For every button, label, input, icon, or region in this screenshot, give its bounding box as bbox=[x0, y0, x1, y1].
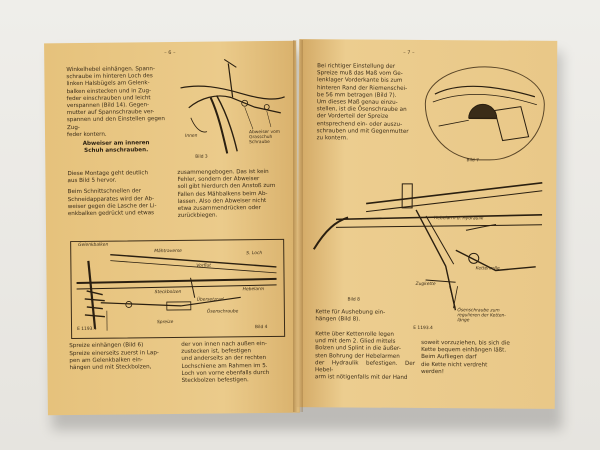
text-line: Ösenschraube zum bbox=[457, 308, 500, 314]
text-line: sten Bohrung der Hebelarmen bbox=[315, 352, 400, 360]
text-line: etwa zusammendrücken oder bbox=[177, 205, 261, 212]
fig4-label: Mähtraverse bbox=[154, 248, 182, 255]
fig4-label: Ösenschraube bbox=[206, 309, 239, 315]
fig8-label: Zugkette bbox=[415, 281, 436, 288]
figure-3-drawing bbox=[170, 57, 289, 158]
text-line: weiser gegen die Lasche der Li- bbox=[67, 202, 157, 210]
text-line: länge bbox=[457, 318, 470, 324]
heading-suffix: (Bild 8). bbox=[338, 316, 361, 323]
figure-label: Bild 8 bbox=[347, 297, 360, 303]
text-line: Winkelhebel einhängen. Spann- bbox=[66, 66, 156, 74]
text-line: zu kontern. bbox=[316, 135, 349, 142]
heading-line: Kette für Aushebung ein- bbox=[315, 309, 386, 316]
text-line: be 56 mm betragen (Bild 7). bbox=[316, 92, 397, 99]
figure-8-drawing bbox=[305, 169, 550, 324]
fig3-callout: Innen bbox=[185, 133, 198, 139]
section-heading bbox=[67, 140, 165, 155]
fig4-label: Übersetzrad bbox=[196, 297, 224, 303]
left-top-paragraph bbox=[66, 66, 165, 139]
text-line: Fehler, sondern der Abweiser bbox=[177, 176, 260, 184]
text-line: stellen, ist die Ösenschraube an bbox=[316, 106, 407, 114]
text-line: hinteren Rand der Riemenschei- bbox=[316, 84, 408, 92]
text-line: arm ist nötigenfalls mit der Hand bbox=[314, 374, 408, 382]
figure-7-drawing bbox=[424, 66, 543, 159]
fig8-label: Hebelarm d. Hydraulik bbox=[434, 216, 484, 222]
text-line: entsprechend ein- oder auszu- bbox=[316, 120, 403, 128]
right-page bbox=[297, 39, 558, 409]
heading-line: Abweiser am inneren bbox=[82, 140, 150, 147]
fig4-label: Hebelarm bbox=[242, 287, 265, 293]
heading-line: Schuh anschrauben. bbox=[84, 147, 149, 155]
text-line: Um dieses Maß genau einzu- bbox=[316, 99, 398, 106]
text-line: feder kontern. bbox=[66, 131, 107, 138]
text-line: soll gibt hierdurch den Anstoß zum bbox=[177, 183, 276, 191]
right-top-paragraph bbox=[317, 63, 418, 143]
figure-code: E 1193.4 bbox=[77, 326, 97, 332]
text-line: hängen und mit Steckbolzen, bbox=[69, 364, 152, 372]
text-line: Spreize einerseits zuerst in Lap- bbox=[69, 350, 159, 358]
figure-label: Bild 7 bbox=[466, 158, 479, 164]
text-line: Kette bequem einhängen läßt. bbox=[421, 347, 507, 354]
text-line: feder einschrauben und leicht bbox=[66, 95, 151, 102]
text-line: Bei richtiger Einstellung der bbox=[317, 63, 396, 70]
text-line: Steckbolzen befestigen. bbox=[181, 377, 249, 384]
text-line: und mit dem 2. Glied mittels bbox=[315, 338, 396, 345]
text-line: pen am Gelenkbalken ein- bbox=[69, 357, 143, 365]
text-line: werden! bbox=[420, 368, 444, 375]
fig3-callout: Schraube bbox=[249, 139, 270, 146]
text-line: schraube im hinteren Loch des bbox=[66, 73, 153, 81]
text-line: soweit vorzuziehen, bis sich die bbox=[421, 339, 510, 347]
fig4-label: Steckbolzen bbox=[154, 289, 182, 296]
text-line: Loch von vorne ebenfalls durch bbox=[181, 369, 270, 377]
heading-suffix: (Bild 6) bbox=[123, 342, 144, 349]
fig4-label: Gelenkbalken bbox=[78, 242, 109, 248]
right-left-column bbox=[315, 331, 415, 382]
page-number: – 6 – bbox=[164, 49, 176, 57]
text-line: der von innen nach außen ein- bbox=[181, 341, 267, 348]
page-number: – 7 – bbox=[403, 49, 415, 56]
text-line: lassen. Also den Abweiser nicht bbox=[177, 197, 267, 205]
text-line: Schneidapparates wird der Ab- bbox=[67, 195, 155, 203]
booklet-spine bbox=[293, 40, 303, 412]
text-line: zurückbiegen. bbox=[177, 212, 218, 220]
figure-code: E 1193.4 bbox=[413, 325, 433, 332]
heading-text: Spreize einhängen bbox=[69, 342, 122, 350]
right-column-text bbox=[177, 169, 284, 221]
bottom-heading bbox=[69, 342, 179, 350]
text-line: Spreize muß das Maß vom Ge- bbox=[317, 70, 403, 78]
text-line: Kette über Kettenrolle legen bbox=[315, 331, 394, 338]
text-line: enkbalken gedrückt und etwas bbox=[67, 210, 155, 218]
text-line: Fallen des Mähbalkens beim Ab- bbox=[177, 190, 268, 198]
text-line: Lochschiene am Rahmen im 5. bbox=[181, 362, 268, 370]
text-line: Beim Aufliegen darf bbox=[421, 354, 477, 361]
text-line: zustecken ist, befestigen bbox=[181, 348, 252, 356]
text-line: die Kette nicht verdreht bbox=[420, 361, 488, 369]
text-line: mutter auf Spannschraube ver- bbox=[66, 109, 155, 117]
bottom-right-text bbox=[181, 341, 287, 385]
text-line: der Vorderteil der Spreize bbox=[316, 113, 389, 121]
right-heading bbox=[315, 309, 411, 324]
text-line: aus Bild 5 hervor. bbox=[67, 177, 117, 185]
text-line: spannen und den Einstellen gegen Zug- bbox=[66, 116, 165, 131]
text-line: verspannen (Bild 14). Gegen- bbox=[66, 102, 150, 110]
figure-label: Bild 3 bbox=[195, 154, 208, 160]
fig8-label bbox=[457, 308, 506, 323]
left-column-text bbox=[67, 170, 171, 218]
fig4-label: Spreize bbox=[156, 319, 174, 326]
left-page bbox=[44, 41, 300, 416]
bottom-left-text bbox=[69, 350, 175, 373]
figure-label: Bild 4 bbox=[255, 325, 268, 331]
text-line: balken einstecken und in Zug- bbox=[66, 87, 152, 95]
fig3-callout: Abweiser vom Grasschuh bbox=[248, 129, 281, 141]
text-line: linken Halsbügels am Gelenk- bbox=[66, 80, 150, 88]
heading-line: hängen bbox=[315, 316, 337, 323]
right-right-column bbox=[421, 340, 531, 377]
text-line: regulieren der Ketten- bbox=[457, 313, 506, 319]
fig8-label: Kettenrolle bbox=[475, 266, 500, 272]
text-line: der Hydraulik befestigen. Der Hebel- bbox=[314, 360, 416, 374]
fig4-label: Vorflut bbox=[196, 263, 212, 269]
text-line: zusammengebogen. Das ist kein bbox=[177, 168, 269, 176]
text-line: und anderseits an der rechten bbox=[181, 355, 267, 363]
text-line: Beim Schnittschnellen der bbox=[67, 188, 142, 196]
text-line: lenklager Vorderkante bis zum bbox=[316, 77, 403, 85]
text-line: Bolzen und Splint in die äußer- bbox=[315, 345, 401, 353]
fig4-label: S. Loch bbox=[246, 251, 263, 257]
text-line: Diese Montage geht deutlich bbox=[67, 170, 149, 178]
text-line: schrauben und mit Gegenmutter bbox=[316, 128, 409, 135]
